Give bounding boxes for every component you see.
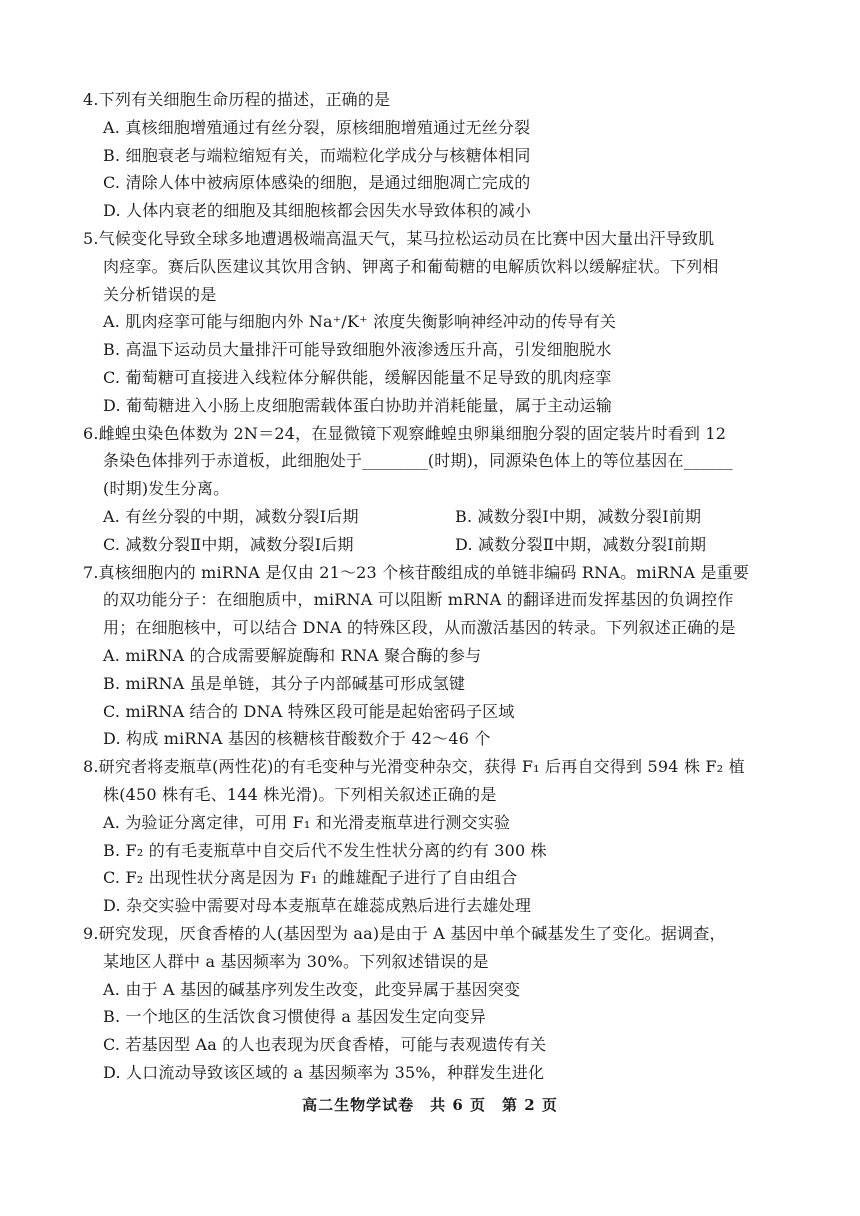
text-line: 6.雌蝗虫染色体数为 2N＝24，在显微镜下观察雌蝗虫卵巢细胞分裂的固定装片时看到 12 xyxy=(83,423,727,443)
text-line: B. 高温下运动员大量排汗可能导致细胞外液渗透压升高，引发细胞脱水 xyxy=(103,340,612,360)
text-line: 株(450 株有毛、144 株光滑)。下列相关叙述正确的是 xyxy=(103,785,497,804)
text-line: 肉痉挛。赛后队医建议其饮用含钠、钾离子和葡萄糖的电解质饮料以缓解症状。下列相 xyxy=(103,256,719,276)
text-line: A. 为验证分离定律，可用 F₁ 和光滑麦瓶草进行测交实验 xyxy=(103,812,511,832)
text-line: D. 人口流动导致该区域的 a 基因频率为 35%，种群发生进化 xyxy=(103,1063,545,1082)
text-line: B. 一个地区的生活饮食习惯使得 a 基因发生定向变异 xyxy=(103,1007,487,1027)
text-line: 某地区人群中 a 基因频率为 30%。下列叙述错误的是 xyxy=(103,951,489,971)
text-line: B. miRNA 虽是单链，其分子内部碱基可形成氢键 xyxy=(103,673,466,693)
text-line: 7.真核细胞内的 miRNA 是仅由 21～23 个核苷酸组成的单链非编码 RNA。miRNA 是重要 xyxy=(83,562,750,582)
text-line: B. 减数分裂Ⅰ中期，减数分裂Ⅰ前期 xyxy=(455,507,702,526)
text-line: 8.研究者将麦瓶草(两性花)的有毛变种与光滑变种杂交，获得 F₁ 后再自交得到 594 株 F₂ 植 xyxy=(83,757,745,777)
text-line: A. 肌肉痉挛可能与细胞内外 Na⁺/K⁺ 浓度失衡影响神经冲动的传导有关 xyxy=(103,312,617,332)
text-line: 条染色体排列于赤道板，此细胞处于________(时期)，同源染色体上的等位基因在______ xyxy=(103,451,733,471)
text-line: D. 人体内衰老的细胞及其细胞核都会因失水导致体积的减小 xyxy=(103,201,532,221)
text-line: A. miRNA 的合成需要解旋酶和 RNA 聚合酶的参与 xyxy=(103,646,482,665)
text-line: C. 若基因型 Aa 的人也表现为厌食香椿，可能与表观遗传有关 xyxy=(103,1035,547,1055)
text-line: 5.气候变化导致全球多地遭遇极端高温天气，某马拉松运动员在比赛中因大量出汗导致肌 xyxy=(83,229,715,248)
text-line: D. 杂交实验中需要对母本麦瓶草在雄蕊成熟后进行去雄处理 xyxy=(103,896,532,916)
text-line: (时期)发生分离。 xyxy=(103,479,230,499)
text-line: 的双功能分子：在细胞质中，miRNA 可以阻断 mRNA 的翻译进而发挥基因的负调控作 xyxy=(103,590,734,610)
text-line: 用；在细胞核中，可以结合 DNA 的特殊区段，从而激活基因的转录。下列叙述正确的是 xyxy=(103,618,736,638)
page-footer: 高二生物学试卷 共 6 页 第 2 页 xyxy=(302,1096,558,1114)
text-line: D. 葡萄糖进入小肠上皮细胞需载体蛋白协助并消耗能量，属于主动运输 xyxy=(103,395,613,415)
text-line: D. 减数分裂Ⅱ中期，减数分裂Ⅰ前期 xyxy=(455,534,707,554)
text-line: 4.下列有关细胞生命历程的描述，正确的是 xyxy=(83,90,391,109)
text-line: C. 减数分裂Ⅱ中期，减数分裂Ⅰ后期 xyxy=(103,534,354,554)
text-line: B. F₂ 的有毛麦瓶草中自交后代不发生性状分离的约有 300 株 xyxy=(103,840,547,860)
text-line: A. 有丝分裂的中期，减数分裂Ⅰ后期 xyxy=(103,507,359,526)
text-line: C. miRNA 结合的 DNA 特殊区段可能是起始密码子区域 xyxy=(103,701,515,721)
text-line: B. 细胞衰老与端粒缩短有关，而端粒化学成分与核糖体相同 xyxy=(103,145,531,165)
text-line: C. F₂ 出现性状分离是因为 F₁ 的雌雄配子进行了自由组合 xyxy=(103,868,518,888)
text-line: A. 真核细胞增殖通过有丝分裂，原核细胞增殖通过无丝分裂 xyxy=(103,117,531,137)
text-line: C. 清除人体中被病原体感染的细胞，是通过细胞凋亡完成的 xyxy=(103,173,531,193)
text-line: D. 构成 miRNA 基因的核糖核苷酸数介于 42～46 个 xyxy=(103,729,491,749)
text-line: A. 由于 A 基因的碱基序列发生改变，此变异属于基因突变 xyxy=(103,979,521,999)
text-line: 关分析错误的是 xyxy=(103,284,217,304)
text-line: 9.研究发现，厌食香椿的人(基因型为 aa)是由于 A 基因中单个碱基发生了变化。据调查， xyxy=(83,924,726,943)
text-line: C. 葡萄糖可直接进入线粒体分解供能，缓解因能量不足导致的肌肉痉挛 xyxy=(103,368,612,387)
